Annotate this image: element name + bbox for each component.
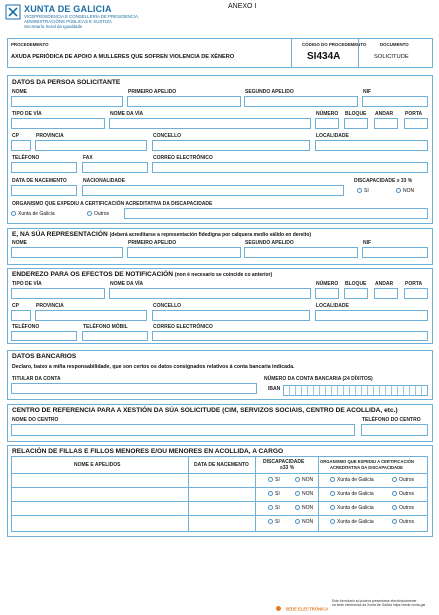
document-type: SOLICITUDE: [374, 54, 409, 60]
radio-icon: [87, 211, 92, 216]
notif-locality-label: LOCALIDADE: [316, 303, 349, 309]
procedure-code: SI434A: [307, 51, 341, 62]
applicant-street-name-label: NOME DA VÍA: [110, 111, 144, 117]
department-line-2: ADMINISTRACIÓNS PÚBLICAS E XUSTIZA: [24, 19, 112, 24]
child-birth-input[interactable]: [190, 474, 254, 486]
seal-icon: [276, 606, 281, 611]
notif-block-label: BLOQUE: [345, 281, 367, 287]
notif-street-name-input[interactable]: [109, 288, 311, 299]
radio-icon: [396, 188, 401, 193]
child-disability-yes[interactable]: SI: [268, 519, 280, 525]
applicant-door-label: PORTA: [405, 111, 423, 117]
child-cert-xunta[interactable]: Xunta de Galicia: [330, 519, 374, 525]
child-disability-no[interactable]: NON: [295, 491, 313, 497]
child-disability-no[interactable]: NON: [295, 477, 313, 483]
radio-icon: [392, 491, 397, 496]
radio-icon: [268, 505, 273, 510]
bank-holder-input[interactable]: [11, 383, 257, 394]
radio-icon: [268, 519, 273, 524]
notif-council-input[interactable]: [152, 310, 310, 321]
notif-province-label: PROVINCIA: [36, 303, 64, 309]
notif-cp-label: CP: [12, 303, 19, 309]
reference-center-phone-label: TELÉFONO DO CENTRO: [362, 417, 421, 423]
applicant-street-name-input[interactable]: [109, 118, 311, 129]
children-table: [11, 456, 428, 532]
radio-icon: [295, 477, 300, 482]
applicant-phone-label: TELÉFONO: [12, 155, 40, 161]
bank-account-label: NÚMERO DA CONTA BANCARIA (24 DÍXITOS): [264, 376, 373, 382]
department-line-3: Secretaría Xeral da Igualdade: [24, 24, 83, 29]
child-disability-yes[interactable]: SI: [268, 505, 280, 511]
bank-holder-label: TITULAR DA CONTA: [12, 376, 61, 382]
children-title: RELACIÓN DE FILLAS E FILLOS MENORES E/OU MENORES EN ACOLLIDA, A CARGO: [12, 448, 284, 455]
notif-door-input[interactable]: [404, 288, 428, 299]
applicant-province-input[interactable]: [35, 140, 147, 151]
applicant-cp-input[interactable]: [11, 140, 31, 151]
reference-title: CENTRO DE REFERENCIA PARA A XESTIÓN DA SÚA SOLICITUDE (CIM, SERVIZOS SOCIAIS, CENTRO DE ACOLLIDA, etc.): [12, 407, 398, 414]
child-name-input[interactable]: [13, 474, 187, 486]
procedure-code-label: CÓDIGO DO PROCEDEMENTO: [302, 42, 367, 47]
children-col-org-1: ORGANISMO QUE EXPEDIU A CERTIFICACIÓN: [320, 459, 414, 464]
applicant-floor-label: ANDAR: [375, 111, 394, 117]
reference-center-name-input[interactable]: [11, 424, 355, 436]
child-birth-input[interactable]: [190, 502, 254, 514]
notification-title: ENDEREZO PARA OS EFECTOS DE NOTIFICACIÓN (non é necesario se coincide co anterior): [12, 271, 273, 278]
applicant-email-label: CORREO ELECTRÓNICO: [153, 155, 213, 161]
xunta-logo: [5, 4, 21, 20]
bank-account-digits[interactable]: [283, 383, 428, 394]
child-disability-no[interactable]: NON: [295, 505, 313, 511]
children-col-birth: DATA DE NACEMENTO: [194, 462, 249, 468]
notif-number-label: NÚMERO: [316, 281, 339, 287]
radio-icon: [295, 519, 300, 524]
applicant-email-input[interactable]: [152, 162, 428, 173]
notif-street-type-input[interactable]: [11, 288, 105, 299]
notif-phone-label: TELÉFONO: [12, 324, 40, 330]
applicant-nif-label: NIF: [363, 89, 372, 95]
bank-declaration: Declaro, baixo a miña responsabilidade, que son certos os datos consignados relativos á conta bancaria indicada.: [12, 364, 295, 370]
notif-door-label: PORTA: [405, 281, 423, 287]
notif-cp-input[interactable]: [11, 310, 31, 321]
rep-surname2-label: SEGUNDO APELIDO: [245, 240, 294, 246]
applicant-nationality-input[interactable]: [82, 185, 344, 196]
org-name: XUNTA DE GALICIA: [24, 4, 112, 14]
rep-nif-input[interactable]: [362, 247, 428, 258]
children-col-name: NOME E APELIDOS: [74, 462, 121, 468]
applicant-nif-input[interactable]: [362, 96, 428, 107]
applicant-number-input[interactable]: [315, 118, 339, 129]
applicant-block-label: BLOQUE: [345, 111, 367, 117]
notif-floor-label: ANDAR: [375, 281, 394, 287]
radio-icon: [11, 211, 16, 216]
applicant-surname2-input[interactable]: [244, 96, 358, 107]
notif-street-name-label: NOME DA VÍA: [110, 281, 144, 287]
applicant-cert-others-input[interactable]: [124, 208, 428, 219]
child-birth-input[interactable]: [190, 516, 254, 528]
child-disability-no[interactable]: NON: [295, 519, 313, 525]
applicant-cert-org-label: ORGANISMO QUE EXPEDIU A CERTIFICACIÓN ACREDITATIVA DA DISCAPACIDADE: [12, 201, 213, 207]
table-row: [12, 501, 427, 515]
applicant-locality-label: LOCALIDADE: [316, 133, 349, 139]
child-name-input[interactable]: [13, 502, 187, 514]
notif-mobile-input[interactable]: [82, 331, 148, 341]
rep-name-label: NOME: [12, 240, 27, 246]
applicant-fax-label: FAX: [83, 155, 93, 161]
applicant-council-label: CONCELLO: [153, 133, 182, 139]
applicant-cp-label: CP: [12, 133, 19, 139]
applicant-disability-no[interactable]: NON: [396, 188, 414, 194]
applicant-disability-label: DISCAPACIDADE ≥ 33 %: [354, 178, 413, 184]
child-cert-others[interactable]: Outros: [392, 505, 414, 511]
applicant-cert-xunta[interactable]: Xunta de Galicia: [11, 211, 55, 217]
notif-council-label: CONCELLO: [153, 303, 182, 309]
account-grid: [283, 385, 428, 396]
applicant-surname1-label: PRIMEIRO APELIDO: [128, 89, 177, 95]
applicant-block-input[interactable]: [344, 118, 368, 129]
radio-icon: [330, 477, 335, 482]
applicant-door-input[interactable]: [404, 118, 428, 129]
child-cert-xunta[interactable]: Xunta de Galicia: [330, 491, 374, 497]
notif-block-input[interactable]: [344, 288, 368, 299]
rep-surname1-label: PRIMEIRO APELIDO: [128, 240, 177, 246]
applicant-phone-input[interactable]: [11, 162, 77, 173]
reference-center-phone-input[interactable]: [361, 424, 428, 436]
annex-title: ANEXO I: [228, 3, 257, 10]
applicant-number-label: NÚMERO: [316, 111, 339, 117]
applicant-street-type-input[interactable]: [11, 118, 105, 129]
applicant-floor-input[interactable]: [374, 118, 398, 129]
notif-floor-input[interactable]: [374, 288, 398, 299]
notif-phone-input[interactable]: [11, 331, 77, 341]
child-cert-others[interactable]: Outros: [392, 477, 414, 483]
bank-title: DATOS BANCARIOS: [12, 353, 77, 360]
radio-icon: [330, 505, 335, 510]
footer-note-1: Este formulario só poderá presentarse electrónicamente: [332, 599, 417, 603]
applicant-name-label: NOME: [12, 89, 27, 95]
reference-center-name-label: NOME DO CENTRO: [12, 417, 59, 423]
procedure-name: AXUDA PERIÓDICA DE APOIO A MULLERES QUE SOFREN VIOLENCIA DE XÉNERO: [11, 54, 235, 60]
child-disability-yes[interactable]: SI: [268, 477, 280, 483]
radio-icon: [268, 477, 273, 482]
rep-name-input[interactable]: [11, 247, 123, 258]
applicant-name-input[interactable]: [11, 96, 123, 107]
radio-icon: [392, 519, 397, 524]
child-cert-xunta[interactable]: Xunta de Galicia: [330, 505, 374, 511]
children-col-org-2: ACREDITATIVA DA DISCAPACIDADE: [330, 465, 403, 470]
radio-icon: [330, 519, 335, 524]
radio-icon: [392, 477, 397, 482]
children-col-disability-2: ≥33 %: [280, 465, 295, 471]
table-row: [12, 487, 427, 501]
applicant-province-label: PROVINCIA: [36, 133, 64, 139]
notif-locality-input[interactable]: [315, 310, 428, 321]
child-cert-xunta[interactable]: Xunta de Galicia: [330, 477, 374, 483]
applicant-disability-yes[interactable]: SI: [357, 188, 369, 194]
notif-email-input[interactable]: [152, 331, 428, 341]
applicant-cert-others[interactable]: Outros: [87, 211, 109, 217]
procedure-label: PROCEDEMENTO: [11, 42, 49, 47]
child-disability-yes[interactable]: SI: [268, 491, 280, 497]
notif-street-type-label: TIPO DE VÍA: [12, 281, 42, 287]
applicant-birth-input[interactable]: [11, 185, 77, 196]
document-label: DOCUMENTO: [380, 42, 409, 47]
procedure-box: [7, 38, 433, 68]
rep-surname1-input[interactable]: [127, 247, 241, 258]
child-cert-others[interactable]: Outros: [392, 519, 414, 525]
applicant-street-type-label: TIPO DE VÍA: [12, 111, 42, 117]
applicant-title: DATOS DA PERSOA SOLICITANTE: [12, 79, 121, 86]
radio-icon: [268, 491, 273, 496]
radio-icon: [295, 491, 300, 496]
representation-title: E, NA SÚA REPRESENTACIÓN (deberá acreditarse a representación fidedigna por calquera medio válido en dereito): [12, 231, 312, 238]
child-cert-others[interactable]: Outros: [392, 491, 414, 497]
notif-number-input[interactable]: [315, 288, 339, 299]
footer-note-2: na sede electrónica da Xunta de Galicia https://sede.xunta.gal: [332, 603, 426, 607]
rep-nif-label: NIF: [363, 240, 372, 246]
rep-surname2-input[interactable]: [244, 247, 358, 258]
notif-mobile-label: TELÉFONO MÓBIL: [83, 324, 128, 330]
applicant-nationality-label: NACIONALIDADE: [83, 178, 125, 184]
children-col-disability-1: DISCAPACIDADE: [263, 459, 305, 465]
child-birth-input[interactable]: [190, 488, 254, 500]
applicant-locality-input[interactable]: [315, 140, 428, 151]
radio-icon: [357, 188, 362, 193]
child-name-input[interactable]: [13, 516, 187, 528]
applicant-fax-input[interactable]: [82, 162, 148, 173]
bank-iban-label: IBAN: [268, 386, 281, 392]
radio-icon: [295, 505, 300, 510]
table-row: [12, 515, 427, 529]
applicant-surname2-label: SEGUNDO APELIDO: [245, 89, 294, 95]
applicant-surname1-input[interactable]: [127, 96, 241, 107]
radio-icon: [330, 491, 335, 496]
notif-email-label: CORREO ELECTRÓNICO: [153, 324, 213, 330]
notif-province-input[interactable]: [35, 310, 147, 321]
electronic-seal: SEDE ELECTRÓNICA: [276, 600, 328, 615]
applicant-council-input[interactable]: [152, 140, 310, 151]
department-line-1: VICEPRESIDENCIA E CONSELLERÍA DE PRESIDENCIA,: [24, 14, 140, 19]
child-name-input[interactable]: [13, 488, 187, 500]
radio-icon: [392, 505, 397, 510]
applicant-birth-label: DATA DE NACEMENTO: [12, 178, 67, 184]
table-row: [12, 473, 427, 487]
